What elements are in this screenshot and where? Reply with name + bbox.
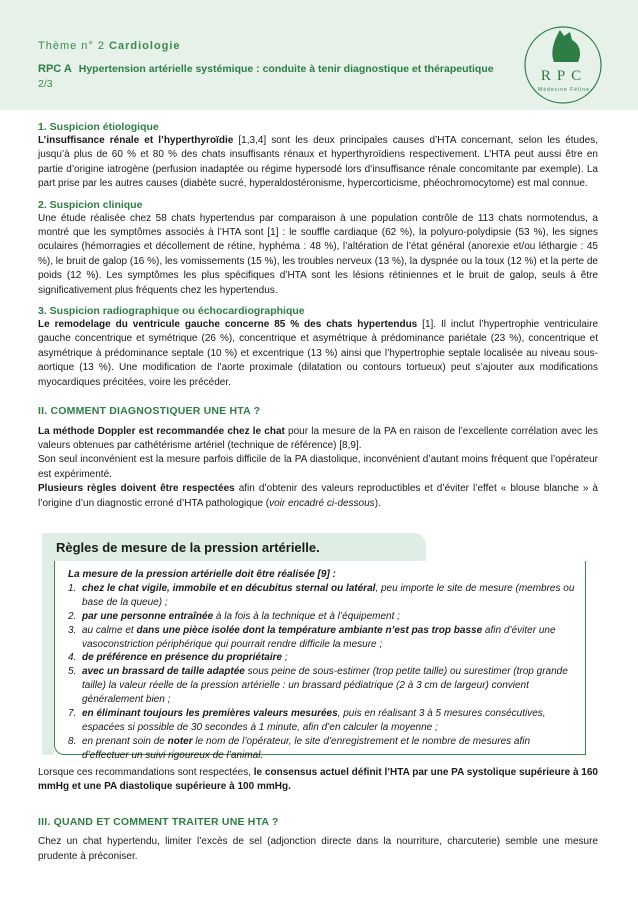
list-item: 1. chez le chat vigile, immobile et en décubitus sternal ou latéral, peu importe le site de mesure (membres ou base de la queue) ;	[68, 582, 575, 608]
section-title-diagnostiquer: II. COMMENT DIAGNOSTIQUER UNE HTA ?	[38, 405, 261, 418]
section-title-etiologique: 1. Suspicion étiologique	[38, 121, 159, 133]
section-title-clinique: 2. Suspicion clinique	[38, 198, 143, 211]
paragraph-sel: Chez un chat hypertendu, limiter l’excès de sel (adjonction directe dans la nourriture, charcuterie) semble une mesure prudente à préconiser.	[38, 836, 598, 862]
paragraph-radiographique: Le remodelage du ventricule gauche concerne 85 % des chats hypertendus [1]. Il inclut l’hypertrophie ventriculaire gauche concentrique et symétrique (26 %), concentrique et asymétrique à prédominance pariétale (23 %), concentrique et asymétrique à prédominance septale (10 %) et excentrique (13 %) ainsi que l’hypertrophie septale localisée au niveau sous-aortique (13 %). Une modification de l’aorte proximale (dilatation ou contours tortueux) peut s’ajouter aux modifications myocardiques précitées, voire les précéder.	[38, 319, 599, 388]
list-item: 8. en prenant soin de noter le nom de l’opérateur, le site d’enregistrement et le nombre de mesures afin d’effectuer un suivi rigoureux de l’animal.	[68, 735, 531, 761]
paragraph-etiologique: L’insuffisance rénale et l’hyperthyroïdie [1,3,4] sont les deux principales causes d’HTA concernant, selon les études, jusqu’à plus de 60 % et 80 % des chats insuffisants rénaux et hyperthyroïdiens respectivement. L’HTA peut aussi être en partie d’origine iatrogène (perfusion inadaptée ou régime hypersodé lors d’insuffisance rénale concomitante par exemple). La part prise par les autres causes (diabète sucré, hyperaldostéronisme, hypercorticisme, phéochromocytome) est mal connue.	[38, 135, 598, 190]
bottom-content	[38, 766, 598, 864]
rules-intro: La mesure de la pression artérielle doit être réalisée [9] :	[68, 569, 336, 580]
list-item: 7. en éliminant toujours les premières valeurs mesurées, puis en réalisant 3 à 5 mesures consécutives, espacées si possible de 30 secondes à 1 minute, afin d’en calculer la moyenne ;	[68, 708, 546, 733]
rules-box-bar	[42, 561, 54, 755]
list-item: 3. au calme et dans une pièce isolée dont la température ambiante n’est pas trop basse afin d’éviter une vasoconstriction périphérique qui pourrait rendre difficile la mesure ;	[68, 624, 556, 650]
paragraph-clinique: Une étude réalisée chez 58 chats hypertendus par comparaison à une population contrôle de 113 chats normotendus, a montré que les symptômes associés à l’HTA sont [1] : le souffle cardiaque (62 %), la polyuro-polydipsie (53 %), les signes oculaires (hémorragies et décollement de rétine, hyphéma : 48 %), l’altération de l’état général (anorexie et/ou léthargie : 45 %), le bruit de galop (16 %), les vomissements (15 %), les troubles nerveux (13 %), la dyspnée ou la toux (12 %) et la perte de poids (12 %). Les symptômes les plus spécifiques d’HTA sont les lésions rétiniennes et le bruit de galop, seuls à être significativement plus fréquents chez les hypertendus.	[38, 212, 598, 296]
list-item: 5. avec un brassard de taille adaptée sous peine de sous-estimer (trop petite taille) ou surestimer (trop grande taille) la valeur réelle de la pression artérielle : un brassard pédiatrique (2 à 3 cm de largeur) convient généralement bien ;	[68, 666, 568, 706]
section-title-radiographique: 3. Suspicion radiographique ou échocardiographique	[38, 305, 305, 318]
paragraph-inconvenient: Son seul inconvénient est la mesure parfois difficile de la PA diastolique, inconvénient d’autant moins fréquent que l’opérateur est expérimenté.	[38, 454, 598, 480]
section-title-traiter: III. QUAND ET COMMENT TRAITER UNE HTA ?	[38, 815, 279, 828]
paragraph-regles: Plusieurs règles doivent être respectées afin d’obtenir des valeurs reproductibles et d’éviter l’effet « blouse blanche » à l’origine d’un diagnostic erroné d’HTA pathologique (voir encadré ci-dessous).	[38, 483, 598, 509]
paragraph-consensus: Lorsque ces recommandations sont respectées, le consensus actuel définit l’HTA par une PA systolique supérieure à 160 mmHg et une PA diastolique supérieure à 100 mmHg.	[38, 767, 598, 793]
paragraph-doppler: La méthode Doppler est recommandée chez le chat pour la mesure de la PA en raison de l’excellente corrélation avec les valeurs obtenues par cathétérisme artériel (technique de référence) [8,9].	[38, 425, 598, 451]
rules-box-title: Règles de mesure de la pression artérielle.	[42, 533, 426, 561]
logo-text: RPC	[540, 68, 588, 84]
list-item: 2. par une personne entraînée à la fois à la technique et à l’équipement ;	[68, 610, 400, 622]
cat-logo-icon	[520, 22, 606, 108]
theme-label: Thème n° 2 Cardiologie	[38, 40, 181, 52]
list-item: 4. de préférence en présence du propriétaire ;	[68, 652, 288, 664]
rpc-title: RPC A Hypertension artérielle systémique : conduite à tenir diagnostique et thérapeutique	[38, 63, 494, 75]
main-content	[38, 120, 598, 511]
logo-subtitle: Médecine Féline	[538, 87, 590, 93]
rules-box-content	[68, 568, 578, 763]
page-number: 2/3	[38, 78, 53, 90]
